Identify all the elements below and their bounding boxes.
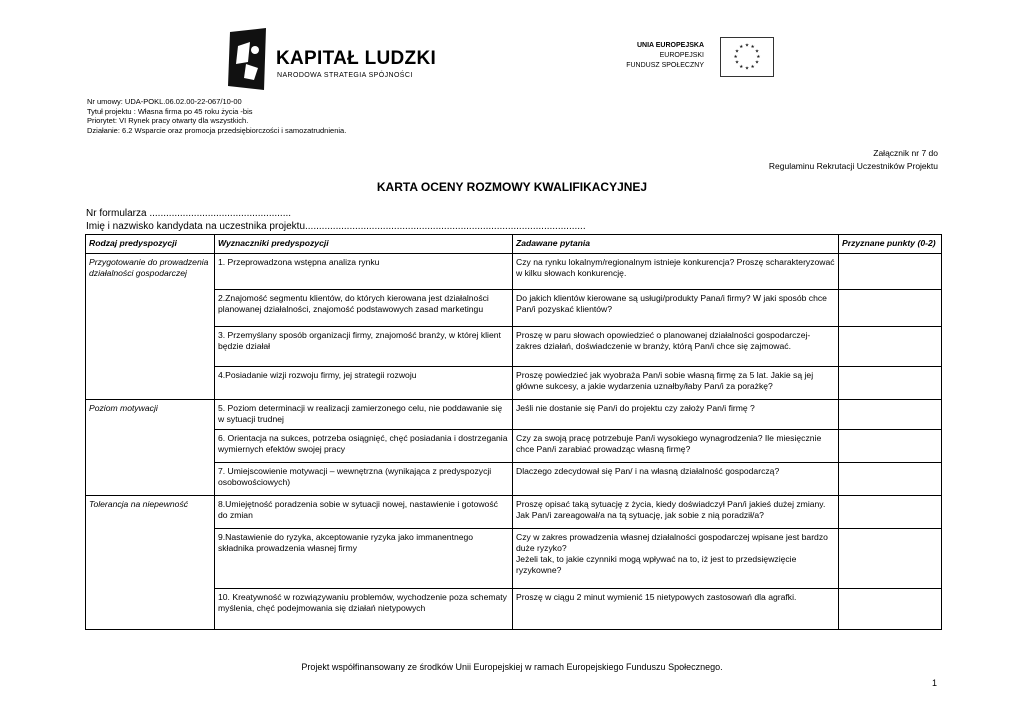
indicator-cell: 6. Orientacja na sukces, potrzeba osiągnięć, chęć posiadania i dostrzegania wymiernych efektów swojej pracy — [215, 430, 513, 463]
table-row — [86, 430, 942, 463]
points-cell[interactable] — [839, 529, 942, 589]
kapital-ludzki-emblem-icon — [228, 28, 268, 90]
table-row — [86, 496, 942, 529]
indicator-cell: 4.Posiadanie wizji rozwoju firmy, jej strategii rozwoju — [215, 367, 513, 400]
indicator-cell: 8.Umiejętność poradzenia sobie w sytuacji nowej, nastawienie i gotowość do zmian — [215, 496, 513, 529]
logo-left-title: KAPITAŁ LUDZKI — [276, 48, 437, 69]
question-cell: Proszę opisać taką sytuację z życia, kiedy doświadczył Pan/i jakieś dużej zmiany. Jak Pan/i zareagował/a na tą sytuację, jak sobie z nią poradził/a? — [513, 496, 839, 529]
question-cell: Czy na rynku lokalnym/regionalnym istnieje konkurencja? Proszę scharakteryzować w kilku słowach konkurencję. — [513, 254, 839, 290]
svg-text:★: ★ — [754, 49, 760, 55]
logo-left-subtitle: NARODOWA STRATEGIA SPÓJNOŚCI — [277, 72, 413, 79]
header-points: Przyznane punkty (0-2) — [839, 235, 942, 254]
header-category: Rodzaj predyspozycji — [86, 235, 215, 254]
table-row — [86, 400, 942, 430]
points-cell[interactable] — [839, 290, 942, 327]
kapital-ludzki-logo — [228, 28, 437, 90]
points-cell[interactable] — [839, 463, 942, 496]
indicator-cell: 5. Poziom determinacji w realizacji zamierzonego celu, nie poddawanie się w sytuacji trudnej — [215, 400, 513, 430]
table-row — [86, 589, 942, 630]
question-cell: Proszę w paru słowach opowiedzieć o planowanej działalności gospodarczej- zakres działań, doświadczenie w branży, którą Pan/i chce się zajmować. — [513, 327, 839, 367]
points-cell[interactable] — [839, 430, 942, 463]
header-questions: Zadawane pytania — [513, 235, 839, 254]
eu-flag-icon — [720, 37, 774, 77]
points-cell[interactable] — [839, 254, 942, 290]
meta-title: Tytuł projektu : Własna firma po 45 roku życia -bis — [87, 106, 253, 116]
table-row — [86, 463, 942, 496]
svg-text:★: ★ — [744, 43, 750, 49]
question-cell: Proszę w ciągu 2 minut wymienić 15 nietypowych zastosowań dla agrafki. — [513, 589, 839, 630]
page-number: 1 — [932, 678, 938, 688]
svg-text:★: ★ — [739, 64, 744, 70]
points-cell[interactable] — [839, 400, 942, 430]
question-cell: Proszę powiedzieć jak wyobraża Pan/i sobie własną firmę za 5 lat. Jakie są jej główne sukcesy, a jakie wydarzenia uznałby/łaby Pan/i za porażkę? — [513, 367, 839, 400]
svg-text:★: ★ — [739, 44, 744, 50]
eu-logo — [626, 37, 776, 81]
annex-line2: Regulaminu Rekrutacji Uczestników Projektu — [768, 160, 938, 171]
footer-note: Projekt współfinansowany ze środków Unii Europejskiej w ramach Europejskiego Funduszu Społecznego. — [301, 662, 723, 672]
svg-text:★: ★ — [734, 60, 740, 66]
svg-text:★: ★ — [750, 64, 755, 70]
meta-contract: Nr umowy: UDA-POKL.06.02.00-22-067/10-00 — [87, 97, 242, 106]
points-cell[interactable] — [839, 496, 942, 529]
table-row — [86, 327, 942, 367]
svg-text:★: ★ — [750, 44, 755, 50]
indicator-cell: 10. Kreatywność w rozwiązywaniu problemów, wychodzenie poza schematy myślenia, chęć podejmowania się działań nietypowych — [215, 589, 513, 630]
points-cell[interactable] — [839, 589, 942, 630]
meta-priority: Priorytet: VI Rynek pracy otwarty dla wszystkich. — [87, 116, 249, 125]
table-body — [86, 254, 942, 630]
category-cell: Przygotowanie do prowadzenia działalności gospodarczej — [86, 254, 215, 400]
svg-text:★: ★ — [756, 54, 761, 60]
indicator-cell: 2.Znajomość segmentu klientów, do których kierowana jest działalności planowanej działalności, znajomość podstawowych zasad marketingu — [215, 290, 513, 327]
project-meta — [87, 97, 346, 135]
svg-text:★: ★ — [744, 66, 750, 72]
svg-text:★: ★ — [734, 49, 740, 55]
category-cell: Poziom motywacji — [86, 400, 215, 496]
eu-logo-line3: FUNDUSZ SPOŁECZNY — [626, 62, 704, 69]
table-header-row — [86, 235, 942, 254]
form-number-field: Nr formularza ................................................... — [86, 208, 292, 219]
table-row — [86, 254, 942, 290]
category-cell: Tolerancja na niepewność — [86, 496, 215, 630]
meta-action: Działanie: 6.2 Wsparcie oraz promocja przedsiębiorczości i samozatrudnienia. — [87, 125, 347, 135]
question-cell: Czy za swoją pracę potrzebuje Pan/i wysokiego wynagrodzenia? Ile miesięcznie chce Pan/i zarabiać prowadząc własną firmę? — [513, 430, 839, 463]
eu-logo-line2: EUROPEJSKI — [659, 52, 704, 59]
table-row — [86, 367, 942, 400]
question-cell: Dlaczego zdecydował się Pan/ i na własną działalność gospodarczą? — [513, 463, 839, 496]
svg-text:★: ★ — [733, 54, 738, 60]
question-cell: Do jakich klientów kierowane są usługi/produkty Pana/i firmy? W jaki sposób chce Pan/i pozyskać klientów? — [513, 290, 839, 327]
table-row — [86, 290, 942, 327]
eu-logo-line1: UNIA EUROPEJSKA — [636, 42, 704, 49]
points-cell[interactable] — [839, 367, 942, 400]
table-row — [86, 529, 942, 589]
annex-line1: Załącznik nr 7 do — [873, 148, 938, 158]
candidate-name-field: Imię i nazwisko kandydata na uczestnika projektu..................................................................................................... — [86, 221, 586, 232]
evaluation-table — [85, 234, 942, 630]
question-cell: Jeśli nie dostanie się Pan/i do projektu czy założy Pan/i firmę ? — [513, 400, 839, 430]
document-title: KARTA OCENY ROZMOWY KWALIFIKACYJNEJ — [376, 180, 648, 194]
svg-text:★: ★ — [754, 60, 760, 66]
indicator-cell: 7. Umiejscowienie motywacji – wewnętrzna (wynikająca z predyspozycji osobowościowych) — [215, 463, 513, 496]
question-cell: Czy w zakres prowadzenia własnej działalności gospodarczej wpisane jest bardzo duże ryzyko? Jeżeli tak, to jakie czynniki mogą wpływać na to, iż jest to przedsięwzięcie ryzykowne? — [513, 529, 839, 589]
indicator-cell: 3. Przemyślany sposób organizacji firmy, znajomość branży, w której klient będzie działał — [215, 327, 513, 367]
indicator-cell: 9.Nastawienie do ryzyka, akceptowanie ryzyka jako immanentnego składnika prowadzenia własnej firmy — [215, 529, 513, 589]
header-indicators: Wyznaczniki predyspozycji — [215, 235, 513, 254]
annex-note — [769, 147, 938, 172]
points-cell[interactable] — [839, 327, 942, 367]
indicator-cell: 1. Przeprowadzona wstępna analiza rynku — [215, 254, 513, 290]
